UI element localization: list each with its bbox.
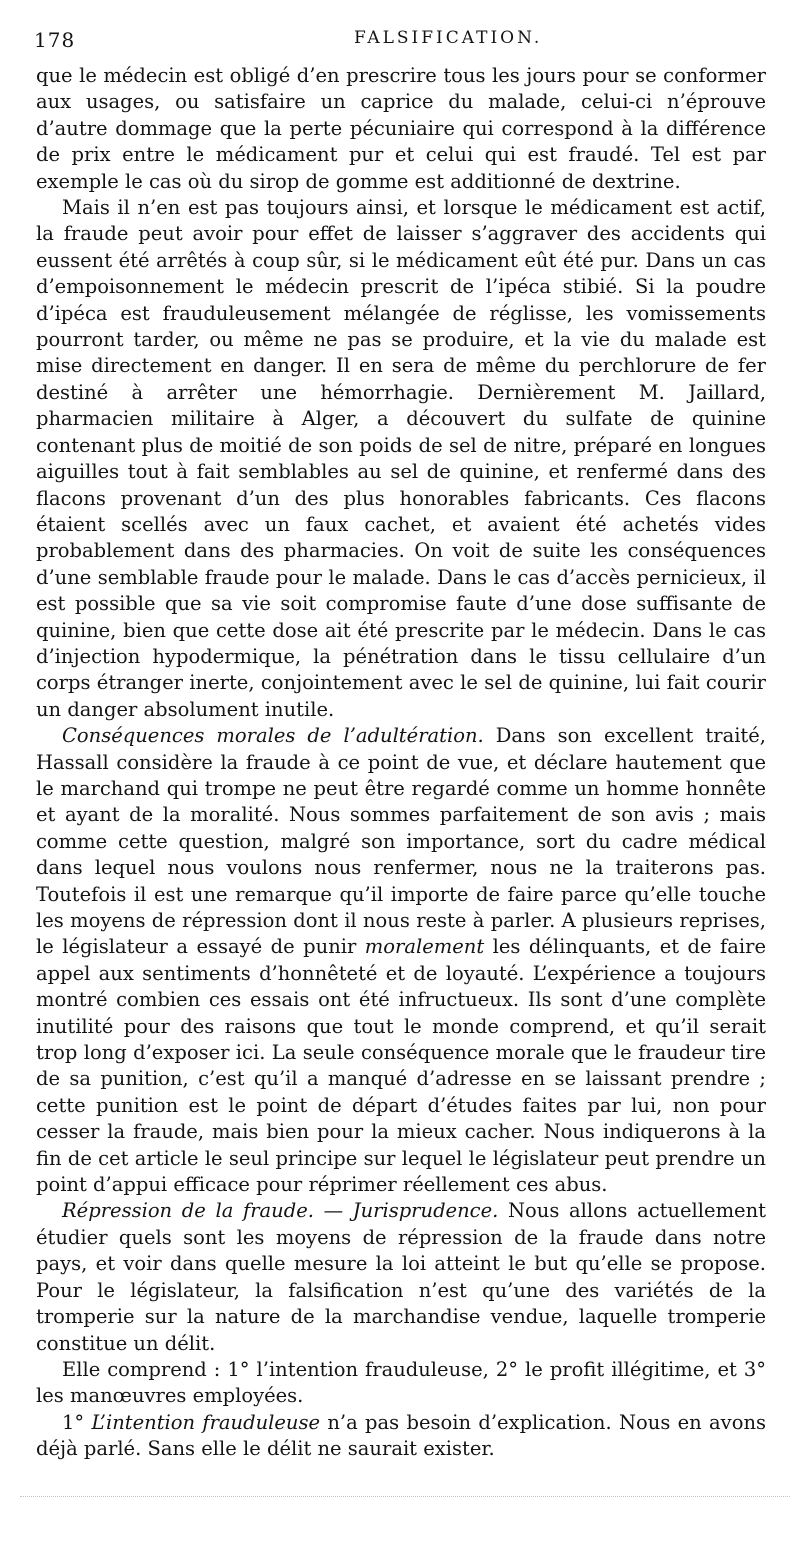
italic-term: L’intention frauduleuse [91,1410,321,1434]
paragraph-continued: que le médecin est obligé d’en prescrire tous les jours pour se conformer aux usages, ou satisfaire un caprice du malade, celui-ci n’éprouve d’autre dommage que la perte pécuniaire qui correspond à la différence de prix entre le médicament pur et celui qui est fraudé. Tel est par exemple le cas où du sirop de gomme est additionné de dextrine. [36,64,766,193]
page-header [34,28,764,60]
running-title: FALSIFICATION. [354,28,543,48]
scan-artifact-line [20,1496,790,1505]
paragraph-fraudulent-intent [36,1410,766,1463]
item-number: 1° [62,1410,92,1434]
paragraph-repression [36,1198,766,1356]
paragraph-moral-consequences [36,723,766,1198]
paragraph-text: Nous allons actuellement étudier quels sont les moyens de répression de la fraude dans notre pays, et voir dans quelle mesure la loi atteint le but qu’elle se propose. Pour le législateur, la falsification n’est qu’une des variétés de la tromperie sur la nature de la marchandise vendue, laquelle tromperie constitue un délit. [36,1199,766,1355]
paragraph-text: les délinquants, et de faire appel aux sentiments d’honnêteté et de loyauté. L’expérience a toujours montré combien ces essais ont été infructueux. Ils sont d’une complète inutilité pour des raisons que tout le monde comprend, et qu’il serait trop long d’exposer ici. La seule conséquence morale que le fraudeur tire de sa punition, c’est qu’il a manqué d’adresse en se laissant prendre ; cette punition est le point de départ d’études faites par lui, non pour cesser la fraude, mais bien pour la mieux cacher. Nous indiquerons à la fin de cet article le seul principe sur lequel le législateur peut prendre un point d’appui efficace pour réprimer réellement ces abus. [36,935,766,1197]
section-heading-moral-consequences: Conséquences morales de l’adultération. [62,724,484,748]
page-number: 178 [34,28,76,52]
paragraph-offence-elements: Elle comprend : 1° l’intention frauduleuse, 2° le profit illégitime, et 3° les manœuvres employées. [36,1357,766,1408]
paragraph-text: Dans son excellent traité, Hassall considère la fraude à ce point de vue, et déclare hautement que le marchand qui trompe ne peut être regardé comme un homme honnête et ayant de la moralité. Nous sommes parfaitement de son avis ; mais comme cette question, malgré son importance, sort du cadre médical dans lequel nous voulons nous renfermer, nous ne la traiterons pas. Toutefois il est une remarque qu’il importe de faire parce qu’elle touche les moyens de répression dont il nous reste à parler. A plusieurs reprises, le législateur a essayé de punir [36,724,767,959]
italic-word: moralement [364,935,485,959]
section-heading-repression: Répression de la fraude. — Jurisprudence. [62,1199,499,1223]
paragraph-accidents: Mais il n’en est pas toujours ainsi, et lorsque le médicament est actif, la fraude peut avoir pour effet de laisser s’aggraver des accidents qui eussent été arrêtés à coup sûr, si le médicament eût été pur. Dans un cas d’empoisonnement le médecin prescrit de l’ipéca stibié. Si la poudre d’ipéca est frauduleusement mélangée de réglisse, les vomissements pourront tarder, ou même ne pas se produire, et la vie du malade est mise directement en danger. Il en sera de même du perchlorure de fer destiné à arrêter une hémorrhagie. Dernièrement M. Jaillard, pharmacien militaire à Alger, a découvert du sulfate de quinine contenant plus de moitié de son poids de sel de nitre, préparé en longues aiguilles tout à fait semblables au sel de quinine, et renfermé dans des flacons provenant d’un des plus honorables fabricants. Ces flacons étaient scellés avec un faux cachet, et avaient été achetés vides probablement dans des pharmacies. On voit de suite les conséquences d’une semblable fraude pour le malade. Dans le cas d’accès pernicieux, il est possible que sa vie soit compromise faute d’une dose suffisante de quinine, bien que cette dose ait été prescrite par le médecin. Dans le cas d’injection hypodermique, la pénétration dans le tissu cellulaire d’un corps étranger inerte, conjointement avec le sel de quinine, lui fait courir un danger absolument inutile. [36,196,766,721]
body-text [36,63,766,1463]
paragraph-text: n’a pas besoin d’explication. Nous en avons déjà parlé. Sans elle le délit ne saurait exister. [36,1410,767,1461]
